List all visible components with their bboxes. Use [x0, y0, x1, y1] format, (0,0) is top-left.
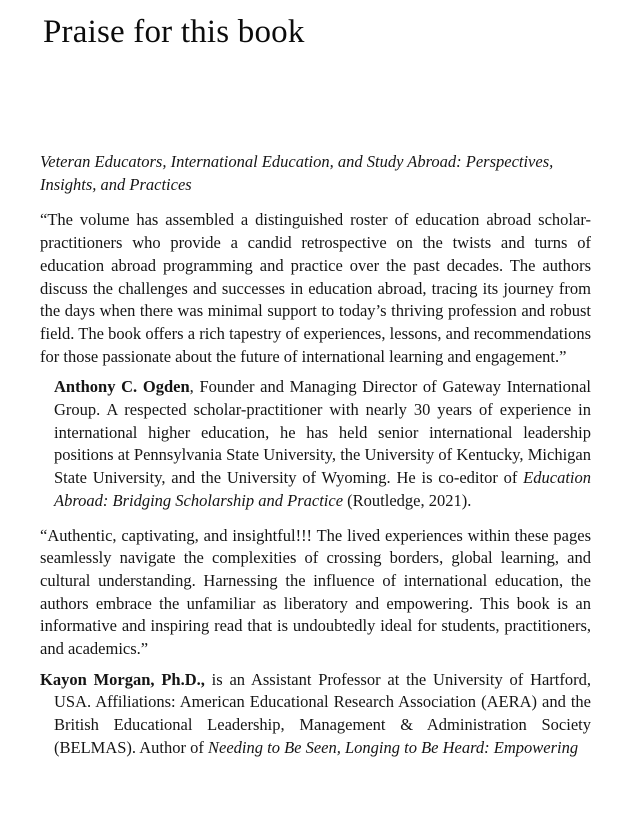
text-run: Needing to Be Seen, Longing to Be Heard: Empowering — [208, 737, 579, 757]
attribution-kayon-morgan — [40, 669, 591, 760]
attribution-anthony-ogden — [54, 376, 591, 512]
page-body — [40, 151, 591, 760]
text-run: is an Assistant Professor at the University of Hartford, USA. Affiliations: American Educational Research Association (AERA) and the British Educational Leadership, Management & Administration Society (BELMAS). Author of — [54, 669, 591, 757]
text-run: , Founder and Managing Director of Gateway International Group. A respected scholar-practitioner with nearly 30 years of experience in international higher education, he has held senior international leadership positions at Pennsylvania State University, the University of Kentucky, Michigan State University, and the University of Wyoming. He is co-editor of — [54, 377, 591, 488]
page-title: Praise for this book — [43, 14, 305, 50]
text-run: Education Abroad: Bridging Scholarship and Practice — [54, 468, 591, 510]
quote-paragraph-2 — [40, 525, 591, 661]
text-run: Kayon Morgan, Ph.D., — [40, 669, 205, 689]
text-run: (Routledge, 2021). — [343, 490, 472, 510]
text-run: Anthony C. Ogden — [54, 377, 190, 397]
text-run: “The volume has assembled a distinguished roster of education abroad scholar-practitioners who provide a candid retrospective on the twists and turns of education abroad programming and practice over the past decades. The authors discuss the challenges and successes in education abroad, tracing its journey from the days when there was minimal support to today’s thriving profession and robust field. The book offers a rich tapestry of experiences, lessons, and recommendations for those passionate about the future of international learning and engagement.” — [40, 210, 591, 366]
reviewed-book-title: Veteran Educators, International Education, and Study Abroad: Perspectives, Insights, and Practices — [40, 152, 554, 194]
praise-paragraphs — [40, 209, 591, 759]
text-run: “Authentic, captivating, and insightful!!! The lived experiences within these pages seamlessly navigate the complexities of crossing borders, global learning, and cultural understanding. Harnessing the influence of international education, the authors embrace the unfamiliar as liberatory and empowering. This book is an informative and inspiring read that is undoubtedly ideal for students, practitioners, and academics.” — [40, 525, 591, 659]
quote-paragraph-1 — [40, 209, 591, 368]
